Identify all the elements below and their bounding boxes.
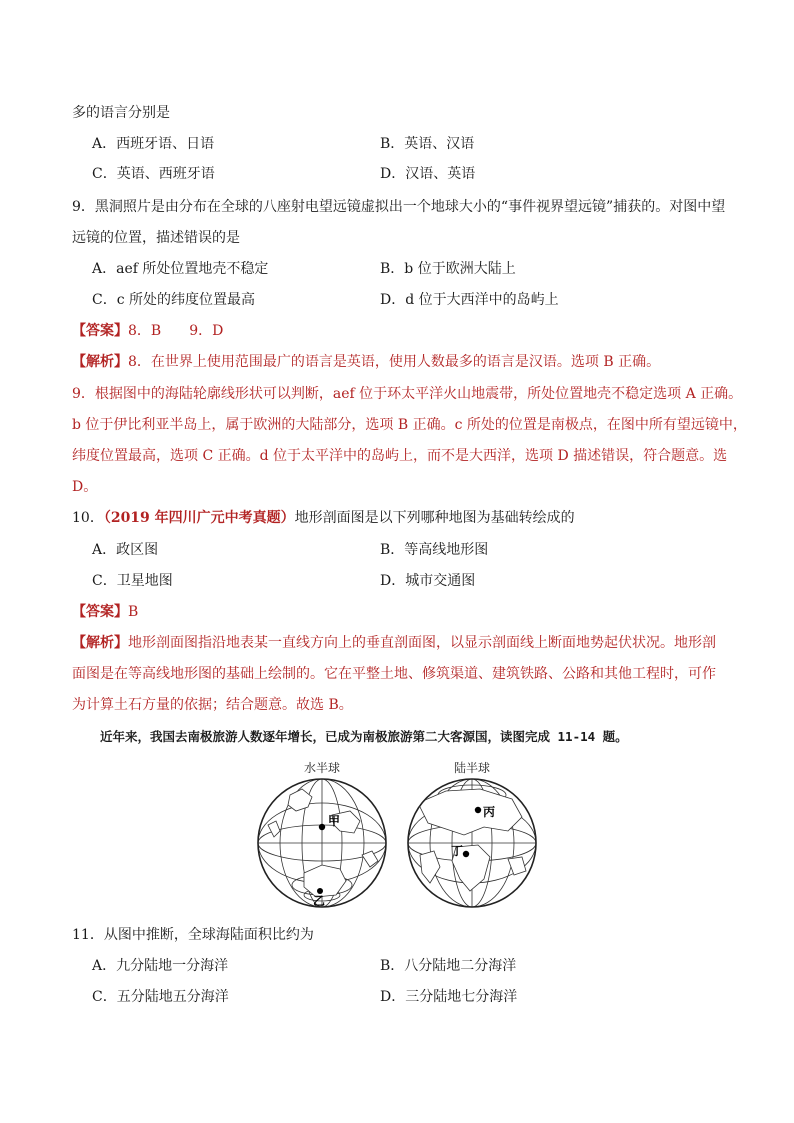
answer-text: 8．B 9．D (128, 323, 224, 339)
analysis-9-line-4: D。 (72, 479, 98, 495)
analysis-8 (72, 352, 660, 372)
answer-8-9 (72, 321, 223, 341)
answer-10-tag: 【答案】 (72, 604, 128, 620)
analysis-10-line-3: 为计算土石方量的依据；结合题意。故选 B。 (72, 697, 353, 713)
q9-option-a: A．aef 所处位置地壳不稳定 (92, 261, 269, 277)
water-hemisphere-title: 水半球 (304, 761, 341, 775)
q11-option-a: A．九分陆地一分海洋 (92, 958, 229, 974)
answer-10-text: B (128, 604, 139, 620)
analysis-9-line-2: b 位于伊比利亚半岛上，属于欧洲的大陆部分，选项 B 正确。c 所处的位置是南极点，在图中所有望远镜中， (72, 417, 747, 433)
q9-stem-line-2: 远镜的位置，描述错误的是 (72, 230, 240, 246)
q8-option-c: C．英语、西班牙语 (92, 166, 215, 182)
q9-option-b: B．b 位于欧洲大陆上 (380, 261, 516, 277)
analysis-9-line-1: 9．根据图中的海陆轮廓线形状可以判断，aef 位于环太平洋火山地震带，所处位置地壳不稳定选项 A 正确。 (72, 386, 743, 402)
analysis-tag: 【解析】 (72, 354, 128, 370)
q11-option-b: B．八分陆地二分海洋 (380, 958, 517, 974)
q11-option-d: D．三分陆地七分海洋 (380, 989, 518, 1005)
q11-stem: 11．从图中推断，全球海陆面积比约为 (72, 927, 314, 943)
q9-option-d: D．d 位于大西洋中的岛屿上 (380, 292, 559, 308)
q10-option-b: B．等高线地形图 (380, 542, 489, 558)
q8-stem-continuation: 多的语言分别是 (72, 105, 170, 121)
q9-option-c: C．c 所处的纬度位置最高 (92, 292, 256, 308)
bing-label: 丙 (483, 805, 496, 819)
analysis-8-text: 8．在世界上使用范围最广的语言是英语，使用人数最多的语言是汉语。选项 B 正确。 (128, 354, 661, 370)
q10-option-d: D．城市交通图 (380, 573, 476, 589)
intro-11-14: 近年来，我国去南极旅游人数逐年增长，已成为南极旅游第二大客源国，读图完成 11-14 题。 (100, 729, 628, 744)
answer-tag: 【答案】 (72, 323, 128, 339)
analysis-9-line-3: 纬度位置最高，选项 C 正确。d 位于太平洋中的岛屿上，而不是大西洋，选项 D 描述错误，符合题意。选 (72, 448, 728, 464)
q10-number: 10． (72, 510, 104, 526)
q11-option-c: C．五分陆地五分海洋 (92, 989, 229, 1005)
q8-option-a: A．西班牙语、日语 (92, 136, 215, 152)
ding-marker (463, 851, 469, 857)
land-hemisphere-title: 陆半球 (454, 761, 491, 775)
hemisphere-figure (250, 755, 550, 915)
q8-option-b: B．英语、汉语 (380, 136, 475, 152)
analysis-10-line-1 (72, 633, 716, 653)
analysis-10-text-1: 地形剖面图指沿地表某一直线方向上的垂直剖面图，以显示剖面线上断面地势起伏状况。地形剖 (128, 635, 716, 651)
analysis-10-line-2: 面图是在等高线地形图的基础上绘制的。它在平整土地、修筑渠道、建筑铁路、公路和其他工程时，可作 (72, 666, 716, 682)
jia-label: 甲 (328, 814, 341, 828)
jia-marker (319, 824, 325, 830)
q10-stem (72, 508, 575, 528)
analysis-10-tag: 【解析】 (72, 635, 128, 651)
answer-10 (72, 602, 138, 622)
yi-label: 乙 (313, 894, 326, 908)
q8-option-d: D．汉语、英语 (380, 166, 476, 182)
q10-source: （2019 年四川广元中考真题） (103, 510, 295, 526)
q9-stem-line-1: 9．黑洞照片是由分布在全球的八座射电望远镜虚拟出一个地球大小的“事件视界望远镜”捕获的。对图中望 (72, 199, 726, 215)
bing-marker (475, 807, 481, 813)
q10-option-a: A．政区图 (92, 542, 159, 558)
q10-option-c: C．卫星地图 (92, 573, 173, 589)
ding-label: 丁 (451, 844, 464, 858)
q10-stem-text: 地形剖面图是以下列哪种地图为基础转绘成的 (294, 510, 575, 526)
